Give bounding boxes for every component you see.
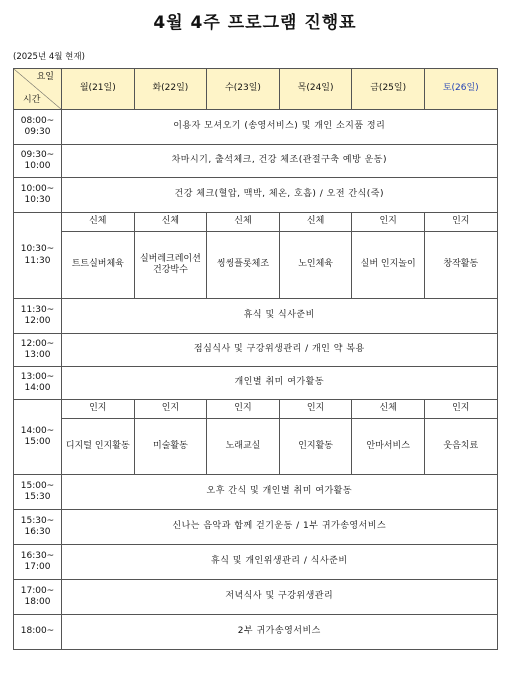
table-row xyxy=(14,299,498,334)
time-cell xyxy=(14,110,62,145)
time-cell xyxy=(14,475,62,510)
activity-row xyxy=(14,419,498,475)
table-row xyxy=(14,367,498,400)
time-end: 17:00 xyxy=(24,562,51,572)
time-end: 18:00 xyxy=(24,597,51,607)
category-label: 인지 xyxy=(207,400,280,419)
activity-cell: 씽씽플롯체조 xyxy=(207,232,280,299)
time-cell xyxy=(14,400,62,475)
corner-day-label: 요일 xyxy=(36,72,54,82)
time-cell xyxy=(14,580,62,615)
category-row xyxy=(14,213,498,232)
corner-cell xyxy=(14,69,62,110)
activity-cell: 인지활동 xyxy=(279,419,352,475)
table-row xyxy=(14,145,498,178)
day-header-tue: 화(22일) xyxy=(134,69,207,110)
time-start: 14:00~ xyxy=(20,425,55,436)
time-cell xyxy=(14,299,62,334)
activity-cell: 안마서비스 xyxy=(352,419,425,475)
category-label: 인지 xyxy=(352,213,425,232)
table-row xyxy=(14,475,498,510)
time-start: 17:00~ xyxy=(20,585,55,596)
time-start: 18:00~ xyxy=(20,626,55,637)
activity-cell: 오후 간식 및 개인별 취미 여가활동 xyxy=(62,475,498,510)
category-label: 인지 xyxy=(424,400,497,419)
page-title: 4월 4주 프로그램 진행표 xyxy=(153,13,357,33)
day-header-mon: 월(21일) xyxy=(62,69,135,110)
table-row xyxy=(14,580,498,615)
activity-cell: 차마시기, 출석체크, 건강 체조(관절구축 예방 운동) xyxy=(62,145,498,178)
activity-cell: 디지털 인지활동 xyxy=(62,419,135,475)
day-header-fri: 금(25일) xyxy=(352,69,425,110)
time-end: 16:30 xyxy=(24,527,51,537)
time-end: 09:30 xyxy=(24,127,51,137)
time-start: 10:00~ xyxy=(20,183,55,194)
activity-cell: 점심식사 및 구강위생관리 / 개인 약 복용 xyxy=(62,334,498,367)
activity-cell: 신나는 음악과 함께 걷기운동 / 1부 귀가송영서비스 xyxy=(62,510,498,545)
category-label: 인지 xyxy=(134,400,207,419)
time-start: 11:30~ xyxy=(20,304,55,315)
time-start: 09:30~ xyxy=(20,149,55,160)
category-label: 신체 xyxy=(62,213,135,232)
activity-cell: 휴식 및 개인위생관리 / 식사준비 xyxy=(62,545,498,580)
table-row xyxy=(14,110,498,145)
corner-time-label: 시간 xyxy=(23,94,41,105)
category-label: 신체 xyxy=(279,213,352,232)
category-label: 신체 xyxy=(134,213,207,232)
time-cell xyxy=(14,545,62,580)
category-label: 인지 xyxy=(279,400,352,419)
time-start: 16:30~ xyxy=(20,550,55,561)
time-start: 15:00~ xyxy=(20,480,55,491)
time-start: 13:00~ xyxy=(20,371,55,382)
header-row xyxy=(14,69,498,110)
activity-cell: 노래교실 xyxy=(207,419,280,475)
schedule-table xyxy=(13,68,498,650)
category-label: 인지 xyxy=(424,213,497,232)
activity-cell: 휴식 및 식사준비 xyxy=(62,299,498,334)
time-start: 15:30~ xyxy=(20,515,55,526)
activity-cell: 미술활동 xyxy=(134,419,207,475)
table-row xyxy=(14,178,498,213)
time-end: 11:30 xyxy=(24,255,51,266)
time-start: 08:00~ xyxy=(20,115,55,126)
table-row xyxy=(14,334,498,367)
category-label: 신체 xyxy=(207,213,280,232)
time-cell xyxy=(14,178,62,213)
date-note: (2025년 4월 현재) xyxy=(13,52,85,62)
day-header-sat: 토(26일) xyxy=(424,69,497,110)
time-end: 10:30 xyxy=(24,195,51,205)
time-end: 13:00 xyxy=(24,350,51,360)
activity-cell: 건강 체크(혈압, 맥박, 체온, 호흡) / 오전 간식(죽) xyxy=(62,178,498,213)
day-header-wed: 수(23일) xyxy=(207,69,280,110)
time-cell xyxy=(14,334,62,367)
activity-cell: 저녁식사 및 구강위생관리 xyxy=(62,580,498,615)
activity-cell: 노인체육 xyxy=(279,232,352,299)
time-end: 15:00 xyxy=(24,437,51,447)
activity-cell: 트트실버체육 xyxy=(62,232,135,299)
activity-cell: 창작활동 xyxy=(424,232,497,299)
activity-cell: 개인별 취미 여가활동 xyxy=(62,367,498,400)
time-end: 15:30 xyxy=(24,492,51,502)
day-header-thu: 목(24일) xyxy=(279,69,352,110)
activity-cell: 2부 귀가송영서비스 xyxy=(62,615,498,650)
time-cell xyxy=(14,213,62,299)
activity-cell: 실버레크레이션 건강박수 xyxy=(134,232,207,299)
activity-cell: 실버 인지놀이 xyxy=(352,232,425,299)
activity-cell: 이용자 모셔오기 (송영서비스) 및 개인 소지품 정리 xyxy=(62,110,498,145)
time-end: 10:00 xyxy=(24,161,51,171)
category-label: 인지 xyxy=(62,400,135,419)
table-row xyxy=(14,545,498,580)
time-cell xyxy=(14,510,62,545)
time-start: 12:00~ xyxy=(20,338,55,349)
table-row xyxy=(14,510,498,545)
activity-row xyxy=(14,232,498,299)
category-label: 신체 xyxy=(352,400,425,419)
time-cell xyxy=(14,367,62,400)
time-cell xyxy=(14,145,62,178)
category-row xyxy=(14,400,498,419)
time-cell xyxy=(14,615,62,650)
activity-cell: 웃음치료 xyxy=(424,419,497,475)
time-start: 10:30~ xyxy=(20,244,55,255)
time-end: 14:00 xyxy=(24,383,51,393)
time-end: 12:00 xyxy=(24,316,51,326)
table-row xyxy=(14,615,498,650)
